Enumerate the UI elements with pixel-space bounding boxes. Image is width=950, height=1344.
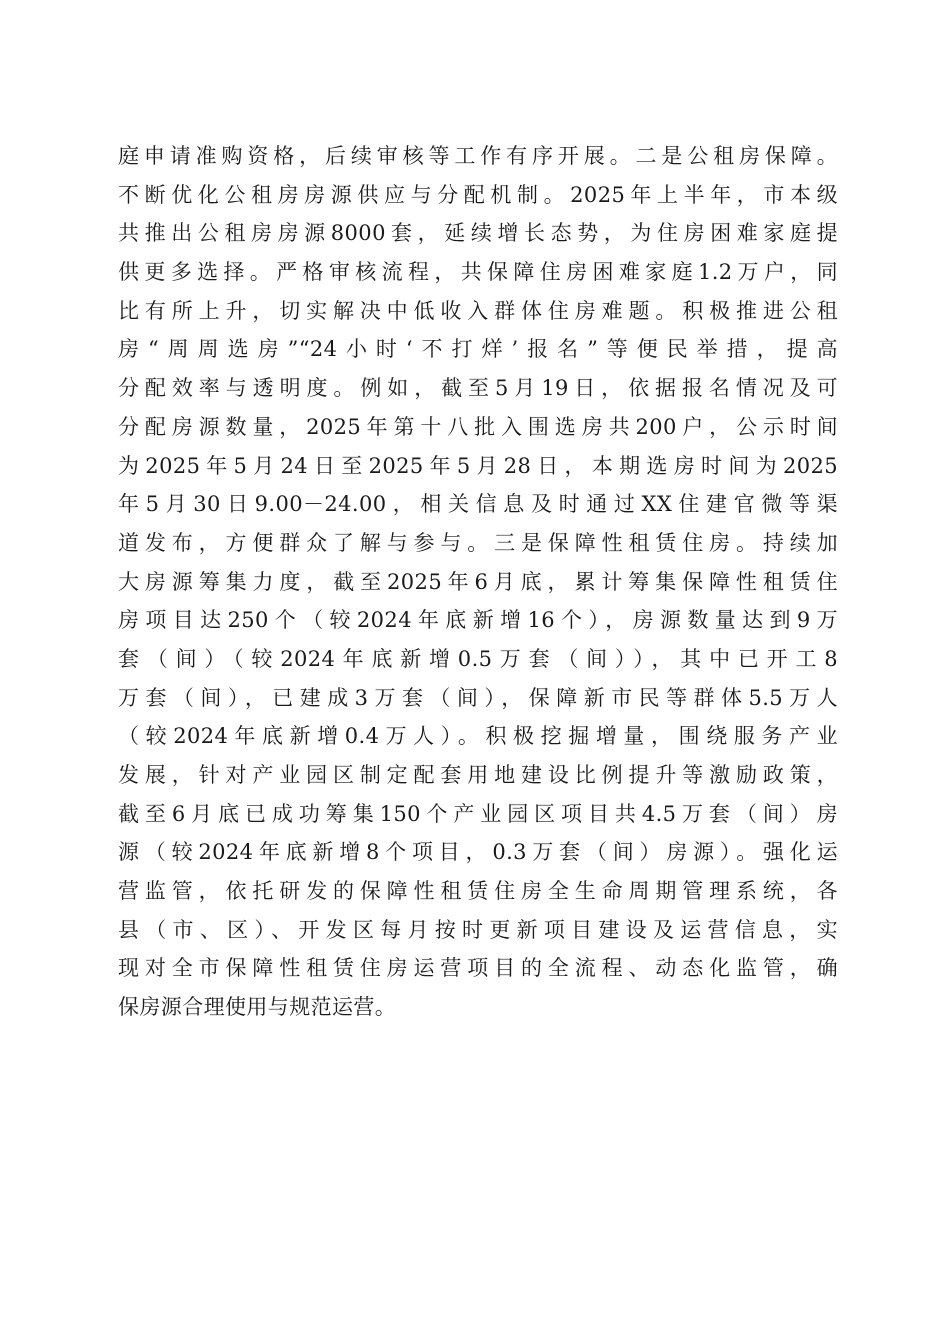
text-line: 庭申请准购资格，后续审核等工作有序开展。二是公租房保障。 [118, 144, 838, 168]
text-line: 房项目达250个（较2024年底新增16个），房源数量达到9万 [118, 608, 838, 633]
text-line: 共推出公租房房源8000套，延续增长态势，为住房困难家庭提 [118, 221, 838, 246]
text-line: 分配效率与透明度。例如，截至5月19日，依据报名情况及可 [118, 376, 838, 401]
text-line: 万套（间），已建成3万套（间），保障新市民等群体5.5万人 [118, 685, 838, 710]
text-line: 县（市、区）、开发区每月按时更新项目建设及运营信息，实 [118, 917, 838, 942]
text-line: 营监管，依托研发的保障性租赁住房全生命周期管理系统，各 [118, 879, 838, 904]
text-line: 供更多选择。严格审核流程，共保障住房困难家庭1.2万户，同 [118, 260, 838, 285]
text-line-last: 保房源合理使用与规范运营。 [118, 995, 397, 1020]
text-line: 发展，针对产业园区制定配套用地建设比例提升等激励政策， [118, 763, 838, 787]
text-line: 现对全市保障性租赁住房运营项目的全流程、动态化监管，确 [118, 956, 838, 981]
text-line: 套（间）（较2024年底新增0.5万套（间）），其中已开工8 [118, 646, 838, 671]
body-paragraph [118, 137, 838, 1027]
text-line: 房“周周选房”“24小时‘不打烊’报名”等便民举措，提高 [118, 337, 838, 362]
text-line: 截至6月底已成功筹集150个产业园区项目共4.5万套（间）房 [118, 801, 838, 826]
text-line: 分配房源数量，2025年第十八批入围选房共200户，公示时间 [118, 414, 838, 439]
text-line: 为2025年5月24日至2025年5月28日，本期选房时间为2025 [118, 453, 838, 478]
text-line: 年5月30日9.00－24.00，相关信息及时通过XX住建官微等渠 [118, 492, 838, 517]
text-line: 大房源筹集力度，截至2025年6月底，累计筹集保障性租赁住 [118, 569, 838, 594]
text-line: 不断优化公租房房源供应与分配机制。2025年上半年，市本级 [118, 182, 838, 207]
text-line: 源（较2024年底新增8个项目，0.3万套（间）房源）。强化运 [118, 840, 838, 865]
text-line: 道发布，方便群众了解与参与。三是保障性租赁住房。持续加 [118, 530, 838, 555]
text-line: （较2024年底新增0.4万人）。积极挖掘增量，围绕服务产业 [118, 724, 838, 749]
text-line: 比有所上升，切实解决中低收入群体住房难题。积极推进公租 [118, 298, 838, 323]
